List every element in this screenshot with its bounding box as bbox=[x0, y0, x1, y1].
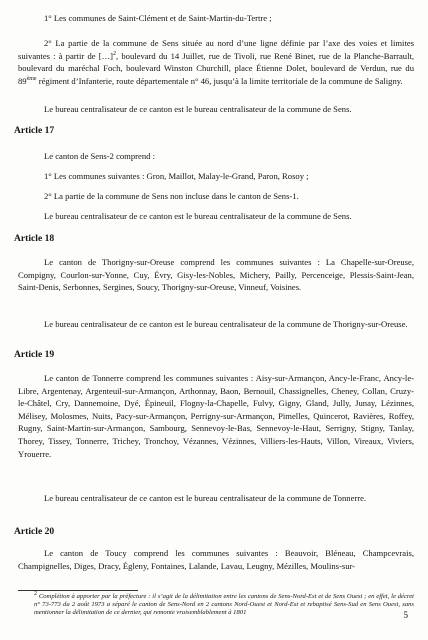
item2-part1: 2° La partie de la commune de Sens située au nord d’une ligne définie par l’axe des voies et limites suivantes : à partir de […] bbox=[18, 38, 414, 61]
article-17-bureau: Le bureau centralisateur de ce canton est le bureau centralisateur de la commune de Sens. bbox=[44, 211, 352, 221]
article-19-text: Le canton de Tonnerre comprend les communes suivantes : Aisy-sur-Armançon, Ancy-le-Franc, Ancy-le-Libre, Argentenay, Argenteuil-sur-Armançon, Arthonnay, Baon, Bernouil, Chassignelles, Cheney, Collan, Cruzy-le-Châtel, Cry, Dannemoine, Dyé, Épineuil, Flogny-la-Chapelle, Fulvy, Gigny, Gland, Jully, Junay, Lézinnes, Mélisey, Molosmes, Nuits, Pacy-sur-Armançon, Perrigny-sur-Armançon, Pimelles, Quincerot, Ravières, Roffey, Rugny, Saint-Martin-sur-Armançon, Sambourg, Sennevoy-le-Bas, Sennevoy-le-Haut, Serrigny, Stigny, Tanlay, Thorey, Tissey, Tonnerre, Trichey, Tronchoy, Vézannes, Vézinnes, Villiers-les-Hauts, Villon, Vireaux, Viviers, Yrouerre. bbox=[18, 373, 414, 459]
paragraph-item1 bbox=[18, 12, 414, 25]
article-20-text: Le canton de Toucy comprend les communes suivantes : Beauvoir, Bléneau, Champcevrais, Champignelles, Diges, Dracy, Égleny, Fontaines, Lalande, Lavau, Leugny, Mézilles, Moulins-sur- bbox=[18, 548, 414, 571]
article-19-heading: Article 19 bbox=[14, 349, 55, 360]
item2-part3: régiment d’Infanterie, route départementale n° 46, jusqu’à la limite territoriale de la commune de Saligny. bbox=[36, 75, 403, 86]
footnote-marker: 2 bbox=[34, 590, 37, 597]
article-18-bureau: Le bureau centralisateur de ce canton est le bureau centralisateur de la commune de Thorigny-sur-Oreuse. bbox=[44, 319, 408, 329]
article-18-text: Le canton de Thorigny-sur-Oreuse comprend les communes suivantes : La Chapelle-sur-Oreuse, Compigny, Courlon-sur-Yonne, Cuy, Évry, Gisy-les-Nobles, Michery, Pailly, Percenceige, Plessis-Saint-Jean, Saint-Denis, Serbonnes, Sergines, Soucy, Thorigny-sur-Oreuse, Vinneuf, Voisines. bbox=[18, 257, 414, 293]
ordinal-suffix: ème bbox=[26, 75, 37, 82]
page-number: 5 bbox=[403, 610, 408, 620]
footnote-reference: 2 bbox=[113, 50, 117, 57]
paragraph-item2 bbox=[18, 37, 414, 87]
article-18-heading: Article 18 bbox=[14, 233, 55, 244]
footnote bbox=[34, 590, 414, 618]
article-17-item2: 2° La partie de la commune de Sens non incluse dans le canton de Sens-1. bbox=[44, 191, 299, 201]
item1-text: 1° Les communes de Saint-Clément et de Saint-Martin-du-Tertre ; bbox=[44, 13, 272, 23]
article-19-bureau: Le bureau centralisateur de ce canton est le bureau centralisateur de la commune de Tonnerre. bbox=[44, 493, 367, 503]
article-17-intro: Le canton de Sens-2 comprend : bbox=[44, 151, 155, 161]
bureau-paragraph-1: Le bureau centralisateur de ce canton est le bureau centralisateur de la commune de Sens. bbox=[44, 104, 352, 114]
article-20-heading: Article 20 bbox=[14, 526, 55, 537]
article-17-item1: 1° Les communes suivantes : Gron, Maillot, Malay-le-Grand, Paron, Rosoy ; bbox=[44, 171, 309, 181]
item2-part2: , boulevard du 14 Juillet, rue de Tivoli, rue René Binet, rue de la Planche-Barrault, boulevard du maréchal Foch, boulevard Winston Churchill, place Étienne Dolet, boulevard de Verdun, rue du 89 bbox=[18, 50, 415, 86]
article-17-heading: Article 17 bbox=[14, 125, 55, 136]
footnote-text: Complétion à apporter par la préfecture : il s’agit de la délimitation entre les cantons de Sens-Nord-Est et de Sens Ouest ; en effet, le décret n° 73-773 du 2 août 1973 a séparé le canton de Sens-Nord en 2 cantons Nord-Ouest et Nord-Est et rebaptisé Sens-Sud en Sens Ouest, sans mentionner la délimitation de ce dernier, qui remonte vraisemblablement à 1801 bbox=[34, 593, 414, 617]
